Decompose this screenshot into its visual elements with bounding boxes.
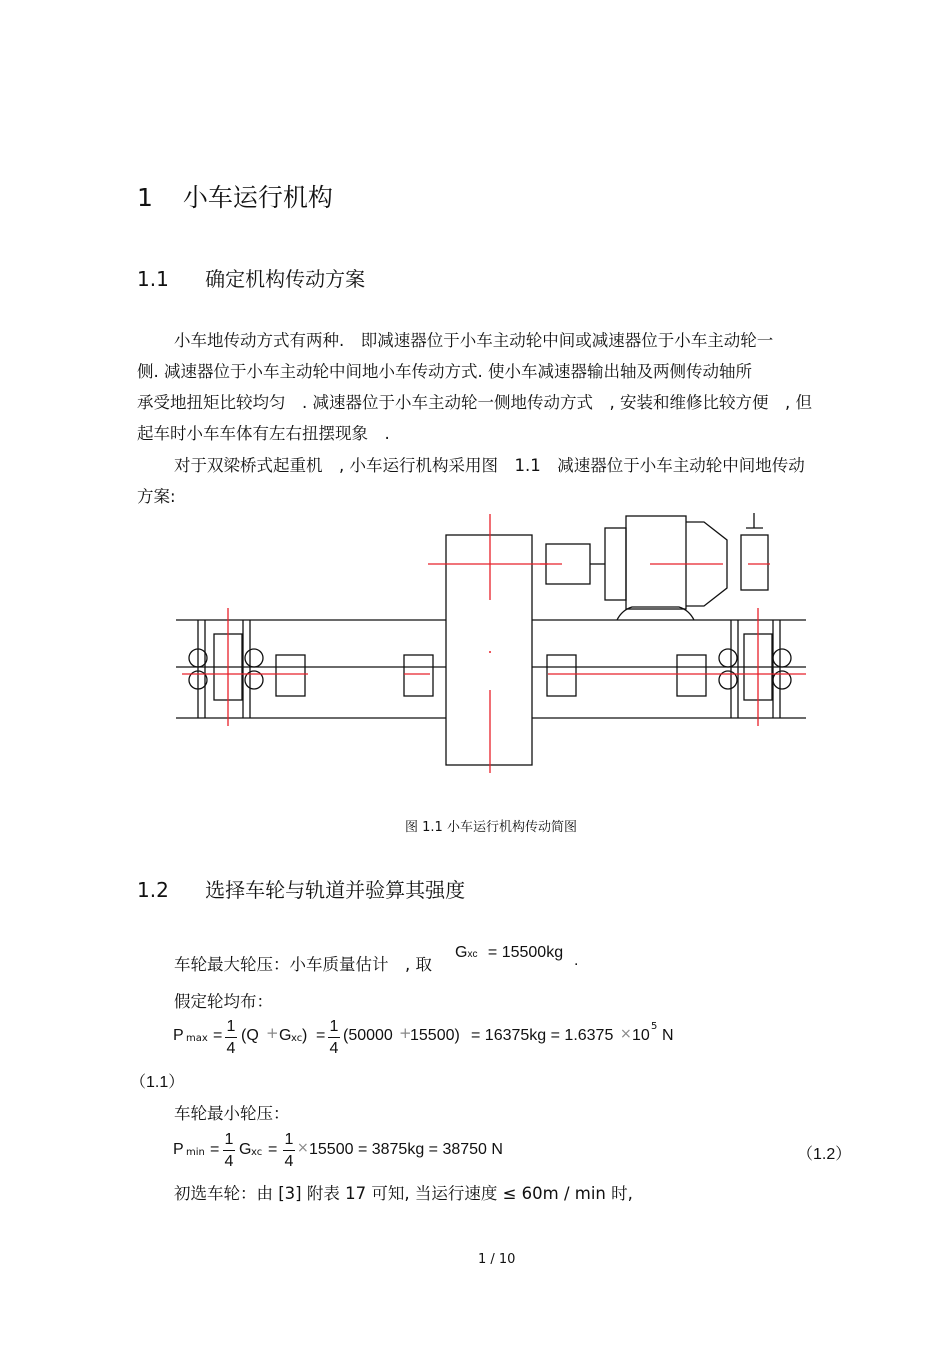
unit-n: N — [662, 1027, 674, 1044]
fraction-quarter-2 — [328, 1017, 340, 1058]
p-symbol: P — [173, 1141, 184, 1158]
p-subscript: max — [186, 1033, 208, 1044]
denominator: 4 — [284, 1153, 294, 1170]
coupling-left-1 — [276, 655, 305, 696]
section-title: 小车运行机构 — [182, 183, 333, 212]
gxc-value — [455, 944, 563, 962]
numerator: 1 — [226, 1018, 236, 1035]
assume-line: 假定轮均布： — [174, 992, 273, 1011]
section-number: 1.1 — [137, 267, 169, 291]
page-number: 1 / 10 — [478, 1252, 516, 1267]
para1-line1: 小车地传动方式有两种. 即减速器位于小车主动轮中间或减速器位于小车主动轮一 — [174, 331, 774, 350]
coupling-right-1 — [547, 655, 576, 696]
equals-sign: = — [213, 1027, 223, 1044]
sentence-end: . — [574, 952, 579, 969]
para2-line1: 对于双梁桥式起重机 , 小车运行机构采用图 1.1 减速器位于小车主动轮中间地传动 — [174, 456, 805, 475]
coupling-left-2 — [404, 655, 433, 696]
diagram-structure — [176, 513, 806, 765]
section-number: 1.2 — [137, 878, 169, 902]
motor-end-cap — [605, 528, 626, 600]
section-title: 确定机构传动方案 — [205, 267, 366, 291]
result-chain: 15500 = 3875kg = 38750 N — [309, 1141, 503, 1158]
para2-line2: 方案: — [137, 487, 176, 506]
section-1-1-heading — [137, 263, 365, 292]
equals-sign-2: = — [316, 1027, 326, 1044]
section-number: 1 — [137, 183, 153, 212]
diagram-centerlines — [182, 514, 806, 773]
right-bearing-ball-3 — [773, 649, 791, 667]
exponent: 5 — [651, 1021, 658, 1032]
coupling-right-2 — [677, 655, 706, 696]
transmission-diagram — [0, 500, 950, 810]
gear-center-dot — [489, 651, 491, 653]
initial-selection: 初选车轮：由 [3] 附表 17 可知, 当运行速度 ≤ 60m / min 时, — [174, 1184, 633, 1203]
equation-number-1-2: （1.2） — [797, 1146, 852, 1163]
figure-caption: 图 1.1 小车运行机构传动简图 — [405, 820, 577, 835]
para1-line4: 起车时小车车体有左右扭摆现象 . — [137, 424, 390, 443]
section-1-heading — [137, 178, 333, 214]
value-b: 15500) — [410, 1027, 460, 1044]
numerator: 1 — [224, 1131, 234, 1148]
g-symbol: G — [279, 1027, 292, 1044]
denominator: 4 — [329, 1040, 339, 1057]
equation-number-1-1: （1.1） — [130, 1074, 185, 1091]
equals-sign: = — [210, 1141, 220, 1158]
plus-sign-2: + — [399, 1024, 412, 1042]
left-bearing-ball-3 — [245, 649, 263, 667]
p-subscript: min — [186, 1147, 205, 1158]
min-label: 车轮最小轮压： — [174, 1104, 290, 1123]
numerator: 1 — [284, 1131, 294, 1148]
equals-sign-2: = — [268, 1141, 278, 1158]
motor-body — [626, 516, 686, 609]
result-chain: = 16375kg = 1.6375 — [471, 1027, 614, 1044]
para1-line3: 承受地扭矩比较均匀 . 减速器位于小车主动轮一侧地传动方式 , 安装和维修比较方便 , 但 — [137, 393, 812, 412]
fraction-quarter — [225, 1017, 237, 1058]
encoder-box — [741, 535, 768, 590]
gxc-number: = 15500kg — [487, 944, 564, 961]
times-sign: × — [297, 1140, 309, 1156]
reducer-gearbox — [446, 535, 532, 765]
times-sign: × — [620, 1026, 632, 1042]
open-q: (Q — [241, 1027, 259, 1044]
p-symbol: P — [173, 1027, 184, 1044]
section-title: 选择车轮与轨道并验算其强度 — [205, 878, 466, 902]
plus-sign: + — [266, 1024, 279, 1042]
denominator: 4 — [224, 1153, 234, 1170]
fraction-quarter-2 — [283, 1130, 295, 1171]
ten-base: 10 — [632, 1027, 650, 1044]
g-subscript: xc — [291, 1033, 303, 1044]
g-symbol: G — [239, 1141, 252, 1158]
wheel-max-label: 车轮最大轮压：小车质量估计 , 取 — [174, 955, 432, 974]
denominator: 4 — [226, 1040, 236, 1057]
value-a: (50000 — [343, 1027, 393, 1044]
numerator: 1 — [329, 1018, 339, 1035]
section-1-2-heading — [137, 874, 465, 903]
g-symbol: G — [455, 944, 468, 961]
g-subscript: xc — [251, 1147, 263, 1158]
para1-line2: 侧. 减速器位于小车主动轮中间地小车传动方式. 使小车减速器输出轴及两侧传动轴所 — [137, 362, 752, 381]
g-subscript: xc — [467, 949, 478, 960]
right-bearing-ball-1 — [719, 649, 737, 667]
close-paren: ) — [302, 1027, 308, 1044]
fraction-quarter — [223, 1130, 235, 1171]
